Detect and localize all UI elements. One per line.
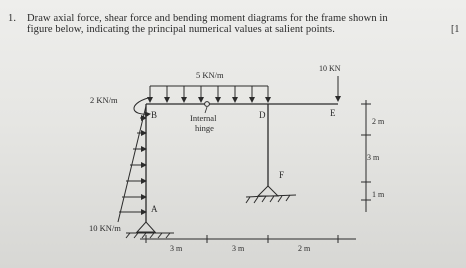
triangle-slope — [118, 106, 146, 222]
point-load-label: 10 KN — [319, 64, 341, 73]
marks-label: [1 — [451, 24, 460, 35]
triangular-load — [118, 106, 146, 222]
node-d-label: D — [259, 110, 266, 120]
question-text-line-1: Draw axial force, shear force and bending moment diagrams for the frame shown in — [27, 13, 388, 24]
dim-vertical-3: 1 m — [372, 190, 385, 199]
triangular-load-label: 10 KN/m — [89, 223, 121, 233]
node-e-label: E — [330, 108, 336, 118]
hinge-label-2: hinge — [195, 123, 214, 133]
horizontal-dimension-line — [140, 235, 356, 243]
moment-label: 2 KN/m — [90, 95, 118, 105]
udl-label: 5 KN/m — [196, 70, 224, 80]
support-f-icon — [246, 186, 296, 203]
hinge-label-1: Internal — [190, 113, 217, 123]
dim-vertical-1: 2 m — [372, 117, 385, 126]
support-a-icon — [126, 222, 174, 238]
frame-members — [146, 104, 338, 222]
node-a-label: A — [151, 204, 158, 214]
dim-horizontal-2: 3 m — [232, 244, 245, 253]
dim-horizontal-3: 2 m — [298, 244, 311, 253]
moment-arrow — [134, 98, 150, 114]
udl-load — [150, 86, 268, 102]
question-number: 1. — [8, 13, 17, 24]
dim-horizontal-1: 3 m — [170, 244, 183, 253]
dim-vertical-2: 3 m — [367, 153, 380, 162]
question-text-line-2: figure below, indicating the principal numerical values at salient points. — [27, 24, 335, 35]
hinge-icon — [205, 102, 210, 107]
node-f-label: F — [279, 170, 285, 180]
node-b-label: B — [151, 110, 158, 120]
